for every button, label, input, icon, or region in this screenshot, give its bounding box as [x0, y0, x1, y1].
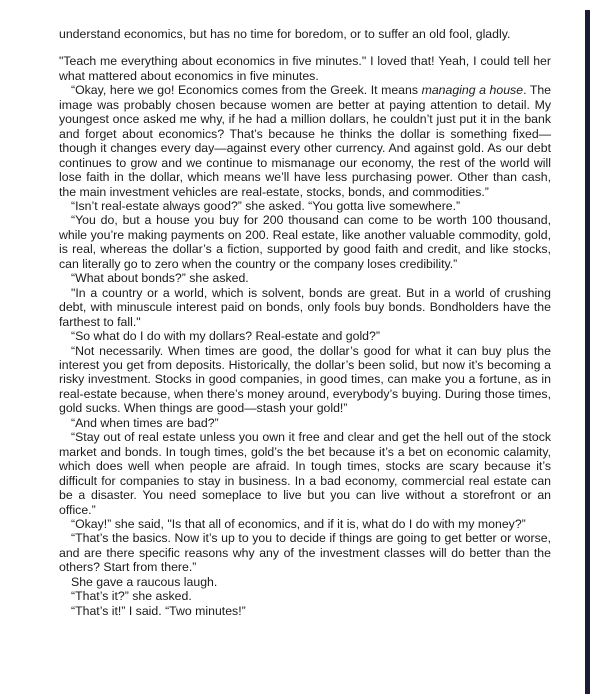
paragraph: “So what do I do with my dollars? Real-estate and gold?”: [71, 329, 380, 344]
paragraph-text: . The image was probably chosen because women are better at paying attention to detail. My youngest once asked me why, if he had a million dollars, he couldn’t just put it in the bank and forget about economics? That’s because he thinks the dollar is something fixed—though it changes every day—against every other currency. And against gold. As our debt continues to grow and we continue to mismanage our economy, the rest of the world will lose faith in the dollar, which means we’ll have less purchasing power. Other than cash, the main investment vehicles are real-estate, stocks, bonds, and commodities.”: [59, 83, 552, 199]
paragraph-text: “Okay, here we go! Economics comes from the Greek. It means: [71, 83, 422, 98]
paragraph: [59, 83, 551, 199]
paragraph: “That’s it?” she asked.: [71, 589, 192, 604]
paragraph: understand economics, but has no time for boredom, or to suffer an old fool, gladly.: [59, 27, 511, 41]
paragraph: “Stay out of real estate unless you own it free and clear and get the hell out of the stock market and bonds. In tough times, gold’s the bet because it’s a bet on economic calamity, which does well when people are afraid. In tough times, stocks are scary because it’s difficult for companies to stay in business. In a bad economy, commercial real estate can be a disaster. You need someplace to live but you can live without a storefront or an office.”: [59, 430, 551, 517]
italic-term: managing a house: [421, 83, 524, 98]
paragraph: “You do, but a house you buy for 200 thousand can come to be worth 100 thousand, while you’re making payments on 200. Real estate, like another valuable commodity, gold, is real, whereas the dollar’s a fiction, supported by good faith and credit, and like stocks, can literally go to zero when the country or the company loses credibility.”: [59, 213, 551, 271]
paragraph: “Not necessarily. When times are good, the dollar’s good for what it can buy plus the interest you get from deposits. Historically, the dollar’s been solid, but now it’s becoming a risky investment. Stocks in good companies, in good times, can make you a fortune, as in real-estate because, when there’s money around, everybody’s buying. During those times, gold sucks. When things are good—stash your gold!”: [59, 343, 551, 416]
paragraph: “Okay!” she said, "Is that all of economics, and if it is, what do I do with my money?”: [71, 516, 526, 531]
page-edge-rule: [585, 10, 590, 694]
paragraph: "In a country or a world, which is solvent, bonds are great. But in a world of crushing debt, with minuscule interest paid on bonds, only fools buy bonds. Bondholders have the farthest to fall.": [59, 285, 551, 329]
paragraph: “What about bonds?” she asked.: [71, 271, 249, 286]
paragraph: She gave a raucous laugh.: [71, 574, 218, 589]
paragraph: “Isn’t real-estate always good?” she asked. “You gotta live somewhere.”: [71, 198, 461, 213]
paragraph: “And when times are bad?”: [71, 415, 219, 430]
paragraph: "Teach me everything about economics in five minutes." I loved that! Yeah, I could tell her what mattered about economics in five minutes.: [59, 54, 551, 83]
paragraph: “That’s the basics. Now it’s up to you to decide if things are going to get better or worse, and are there specific reasons why any of the investment classes will do better than the others? Start from there.”: [59, 531, 551, 575]
paragraph: “That’s it!” I said. “Two minutes!”: [71, 603, 246, 618]
body-text: [59, 27, 551, 618]
